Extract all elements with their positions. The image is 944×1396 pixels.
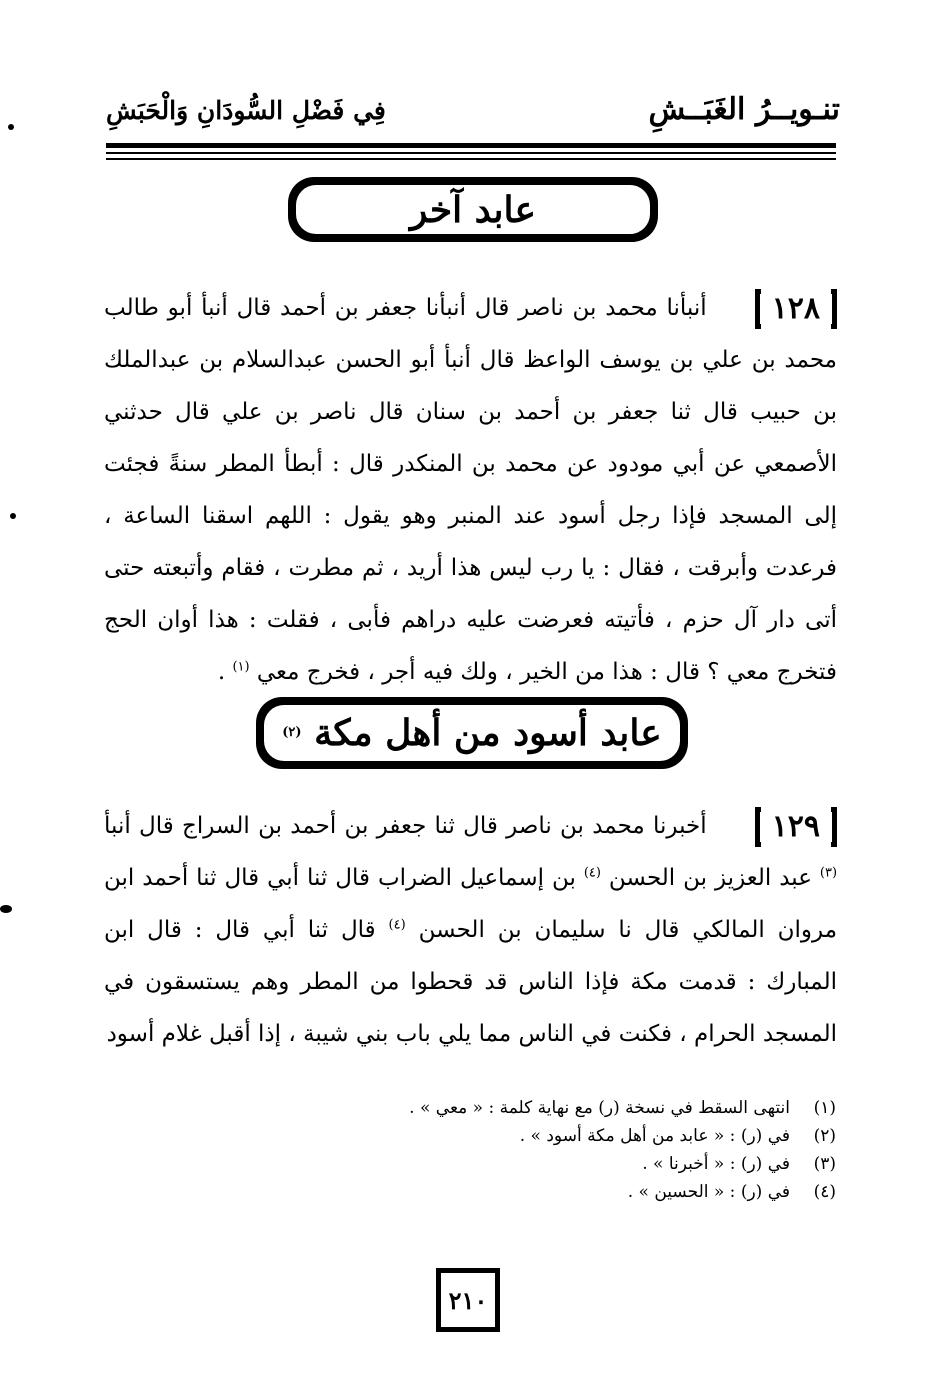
footnote-number: (٢) [813, 1126, 836, 1146]
footnote-text: في (ر) : « أخبرنا » . [642, 1154, 790, 1174]
narration-number: ١٢٨ [755, 289, 837, 329]
narration-text: أنبأنا محمد بن ناصر قال أنبأنا جعفر بن أحمد قال أنبأ أبو طالب محمد بن علي بن يوسف الواعظ قال أنبأ أبو الحسن عبدالسلام بن عبدالملك بن حبيب قال ثنا جعفر بن أحمد بن سنان قال ناصر بن علي قال حدثني الأصمعي عن أبي مودود عن محمد بن المنكدر قال : أبطأ المطر سنةً فجئت إلى المسجد فإذا رجل أسود عند المنبر وهو يقول : اللهم اسقنا الساعة ، فرعدت وأبرقت ، فقال : يا رب ليس هذا أريد ، ثم مطرت ، فقام وأتبعته حتى أتى دار آل حزم ، فأتيته فعرضت عليه دراهم فأبى ، فقلت : هذا أوان الحج فتخرج معي ؟ قال : هذا من الخير ، ولك فيه أجر ، فخرج معي [104, 295, 837, 685]
narration-129 [104, 800, 837, 1060]
footnote-ref[interactable]: (٤) [583, 865, 601, 881]
book-title: تنـويــرُ الغَبَــشِ [648, 92, 840, 127]
scan-mark [10, 513, 16, 519]
footnote [300, 1094, 836, 1122]
footnote [300, 1150, 836, 1178]
narration-128 [104, 282, 837, 698]
footnote-text: في (ر) : « الحسين » . [627, 1182, 790, 1202]
footnote-ref[interactable]: (٤) [388, 917, 406, 933]
narration-text: بن إسماعيل الضراب قال ثنا أبي قال ثنا أحمد ابن مروان المالكي قال نا سليمان بن الحسن [104, 865, 838, 943]
scan-mark [0, 905, 12, 913]
narration-text: قال ثنا أبي قال : قال ابن المبارك : قدمت مكة فإذا الناس قد قحطوا من المطر وهم يستسقون في المسجد الحرام ، فكنت في الناس مما يلي باب بني شيبة ، إذا أقبل غلام أسود [104, 917, 837, 1047]
section-heading: عابد أسود من أهل مكة [314, 712, 662, 754]
footnote-text: في (ر) : « عابد من أهل مكة أسود » . [519, 1126, 790, 1146]
footnote [300, 1178, 836, 1206]
scan-mark [8, 124, 14, 130]
header-rule-thin [106, 152, 836, 154]
section-heading-wrap: عابد أسود من أهل مكة (٢) [264, 705, 680, 761]
page-number: ٢١٠ [441, 1273, 495, 1327]
narration-end: . [217, 659, 233, 685]
section-heading: عابد آخر [296, 185, 650, 234]
footnote-text: انتهى السقط في نسخة (ر) مع نهاية كلمة : « معي » . [409, 1098, 790, 1118]
footnote-number: (٣) [813, 1154, 836, 1174]
footnote-ref[interactable]: (١) [232, 659, 250, 675]
section-heading-box [256, 697, 688, 769]
narration-text: عبد العزيز بن الحسن [608, 865, 812, 891]
footnote [300, 1122, 836, 1150]
footnote-number: (١) [813, 1098, 836, 1118]
book-subtitle: فِي فَضْلِ السُّودَانِ وَالْحَبَشِ [106, 96, 386, 125]
header-rule-thin-lower [106, 158, 836, 160]
page-number-box [436, 1268, 500, 1332]
footnote-number: (٤) [813, 1182, 836, 1202]
header-rule-thick [106, 143, 836, 148]
footnote-ref[interactable]: (٣) [819, 865, 838, 881]
section-heading-box [288, 177, 658, 242]
narration-number: ١٢٩ [755, 807, 837, 847]
footnotes [300, 1094, 836, 1206]
narration-text: أخبرنا محمد بن ناصر قال ثنا جعفر بن أحمد بن السراج قال أنبأ [104, 813, 707, 839]
